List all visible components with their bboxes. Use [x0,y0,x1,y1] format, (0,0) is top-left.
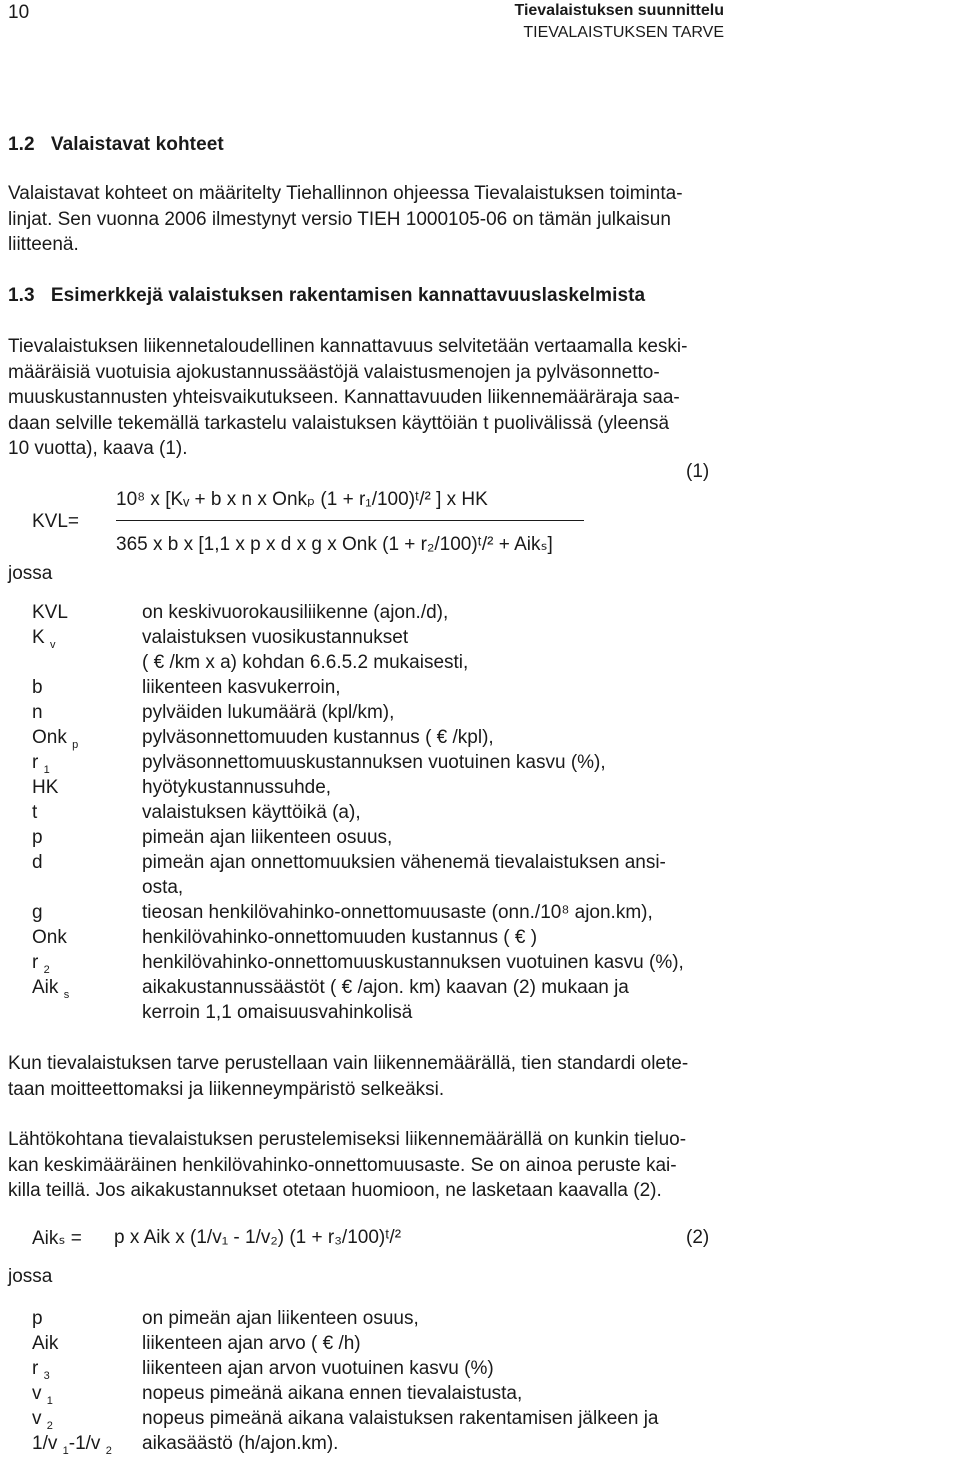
definition-row [8,1000,724,1025]
definition-indent [8,1000,32,1025]
definition-description: liikenteen kasvukerroin, [142,677,341,698]
definition-symbol [32,1331,142,1356]
definition-row [8,1406,724,1431]
symbol-base: KVL [32,602,68,623]
definition-description: nopeus pimeänä aikana ennen tievalaistusta, [142,1383,523,1404]
definition-row [8,725,724,750]
definition-description: nopeus pimeänä aikana valaistuksen rakentamisen jälkeen ja [142,1408,659,1429]
paragraph-accident-rate [8,1127,724,1204]
symbol-base: d [32,852,43,873]
formula-1-lhs: KVL= [32,511,80,532]
definition-indent [8,900,32,925]
definition-row [8,750,724,775]
running-header [514,0,724,44]
definition-row [8,925,724,950]
definition-row [8,1431,724,1456]
definition-indent [8,800,32,825]
running-header-subtitle: TIEVALAISTUKSEN TARVE [523,24,724,41]
definition-symbol [32,925,142,950]
paragraph-line: Valaistavat kohteet on määritelty Tiehallinnon ohjeessa Tievalaistuksen toiminta- [8,183,683,204]
definition-description: henkilövahinko-onnettomuuden kustannus ( € ) [142,927,538,948]
definition-description: aikakustannussäästöt ( € /ajon. km) kaavan (2) mukaan ja [142,977,629,998]
definition-symbol [32,825,142,850]
symbol-base: r [32,752,44,773]
definition-symbol [32,1406,142,1431]
paragraph-line: kan keskimääräinen henkilövahinko-onnettomuusaste. Se on ainoa peruste kai- [8,1154,677,1176]
paragraph-traffic-volume [8,1051,724,1102]
symbol-base: b [32,677,43,698]
formula-1-definitions [8,600,724,1025]
page-number: 10 [8,2,30,23]
definition-row [8,1331,724,1356]
definition-indent [8,875,32,900]
definition-indent [8,725,32,750]
definition-indent [8,1331,32,1356]
definition-row [8,800,724,825]
symbol-subscript: 1 [43,764,50,776]
formula-2-rhs: p x Aik x (1/v₁ - 1/v₂) (1 + r₃/100)ᵗ/² [114,1227,402,1248]
definition-row [8,1356,724,1381]
definition-row [8,1306,724,1331]
paragraph-line: Kun tievalaistuksen tarve perustellaan vain liikennemäärällä, tien standardi olete- [8,1053,689,1074]
definition-row [8,975,724,1000]
definition-row [8,825,724,850]
paragraph-line: killa teillä. Jos aikakustannukset otetaan huomioon, ne lasketaan kaavalla (2). [8,1180,662,1201]
definition-description: pylväsonnettomuuskustannuksen vuotuinen kasvu (%), [142,752,606,773]
symbol-subscript: 2 [43,964,50,976]
symbol-base: Onk [32,927,67,948]
symbol-base: r [32,952,44,973]
section-1-2-heading-text: 1.2 Valaistavat kohteet [8,134,224,155]
definition-symbol [32,950,142,975]
definition-row [8,600,724,625]
definition-indent [8,850,32,875]
definition-indent [8,925,32,950]
symbol-base: Onk [32,727,73,748]
formula-2-lhs: Aikₛ = [32,1228,82,1249]
symbol-base: -1/v [68,1433,106,1454]
formula-1-numerator: 10⁸ x [Kᵥ + b x n x Onkₚ (1 + r₁/100)ᵗ/² ] x HK [116,489,488,510]
section-1-3-heading [8,285,645,307]
definition-symbol [32,725,142,750]
definition-indent [8,1356,32,1381]
definition-indent [8,600,32,625]
definition-row [8,675,724,700]
formula-1-fraction-bar [116,520,584,521]
definition-symbol [32,1356,142,1381]
definition-symbol [32,975,142,1000]
symbol-base: v [32,1408,47,1429]
symbol-subscript: 1 [46,1395,53,1407]
definition-description: valaistuksen vuosikustannukset [142,627,409,648]
symbol-base: r [32,1358,44,1379]
paragraph-line: Lähtökohtana tievalaistuksen perustelemiseksi liikennemäärällä on kunkin tieluo- [8,1129,687,1150]
symbol-base: p [32,827,43,848]
definition-indent [8,650,32,675]
running-header-title: Tievalaistuksen suunnittelu [514,2,724,19]
formula-2-definitions [8,1306,724,1456]
definition-symbol [32,875,142,900]
definition-description: liikenteen ajan arvo ( € /h) [142,1333,361,1354]
definition-description: pimeän ajan liikenteen osuus, [142,827,393,848]
paragraph-line: 10 vuotta), kaava (1). [8,438,188,459]
definition-symbol [32,650,142,675]
symbol-base: Aik [32,977,64,998]
symbol-base: v [32,1383,47,1404]
definition-row [8,625,724,650]
symbol-base: p [32,1308,43,1329]
definition-row [8,650,724,675]
section-1-3-paragraph [8,334,724,462]
definition-symbol [32,900,142,925]
definition-symbol [32,800,142,825]
symbol-base: t [32,802,38,823]
definition-symbol [32,700,142,725]
definition-description: on keskivuorokausiliikenne (ajon./d), [142,602,449,623]
definition-symbol [32,1381,142,1406]
symbol-subscript: s [63,989,70,1001]
paragraph-line: Tievalaistuksen liikennetaloudellinen kannattavuus selvitetään vertaamalla keski- [8,336,688,357]
definition-indent [8,975,32,1000]
symbol-subscript: 1 [62,1445,69,1457]
definition-description: valaistuksen käyttöikä (a), [142,802,361,823]
definition-description: henkilövahinko-onnettomuuskustannuksen vuotuinen kasvu (%), [142,952,684,973]
symbol-subscript: p [72,739,79,751]
symbol-subscript: v [49,639,56,651]
definition-indent [8,950,32,975]
definition-row [8,775,724,800]
definition-symbol [32,625,142,650]
symbol-subscript: 2 [46,1420,53,1432]
section-1-3-heading-text: 1.3 Esimerkkejä valaistuksen rakentamisen kannattavuuslaskelmista [8,285,646,306]
definition-description: ( € /km x a) kohdan 6.6.5.2 mukaisesti, [142,652,469,673]
paragraph-line: liitteenä. [8,234,79,255]
definition-row [8,950,724,975]
symbol-base: g [32,902,43,923]
definition-indent [8,775,32,800]
definition-description: kerroin 1,1 omaisuusvahinkolisä [142,1002,413,1023]
definition-symbol [32,850,142,875]
definition-symbol [32,675,142,700]
paragraph-line: taan moitteettomaksi ja liikenneympäristö selkeäksi. [8,1078,445,1100]
definition-indent [8,1406,32,1431]
formula-1-where: jossa [8,563,53,584]
paragraph-line: muuskustannusten yhteisvaikutukseen. Kannattavuuden liikennemääräraja saa- [8,387,680,408]
definition-indent [8,1431,32,1456]
definition-symbol [32,1000,142,1025]
definition-description: liikenteen ajan arvon vuotuinen kasvu (%) [142,1358,494,1379]
definition-symbol [32,600,142,625]
definition-symbol [32,750,142,775]
definition-indent [8,1381,32,1406]
definition-indent [8,675,32,700]
definition-indent [8,625,32,650]
symbol-base: Aik [32,1333,59,1354]
section-1-2-paragraph [8,181,724,258]
paragraph-line: linjat. Sen vuonna 2006 ilmestynyt versio TIEH 1000105-06 on tämän julkaisun [8,208,671,230]
definition-row [8,900,724,925]
definition-description: aikasäästö (h/ajon.km). [142,1433,339,1454]
definition-description: hyötykustannussuhde, [142,777,332,798]
symbol-base: n [32,702,43,723]
definition-symbol [32,1306,142,1331]
section-1-2-heading [8,134,224,156]
definition-row [8,850,724,875]
formula-2-where: jossa [8,1266,53,1287]
definition-symbol [32,775,142,800]
paragraph-line: daan selville tekemällä tarkastelu valaistuksen käyttöiän t puolivälissä (yleensä [8,412,670,434]
definition-symbol [32,1431,142,1456]
definition-row [8,1381,724,1406]
formula-1-denominator: 365 x b x [1,1 x p x d x g x Onk (1 + r₂/100)ᵗ/² + Aikₛ] [116,534,553,555]
symbol-subscript: 2 [105,1445,112,1457]
formula-2-number: (2) [686,1227,710,1248]
definition-description: pylväsonnettomuuden kustannus ( € /kpl), [142,727,494,748]
definition-indent [8,825,32,850]
definition-row [8,700,724,725]
definition-description: osta, [142,877,184,898]
definition-description: pimeän ajan onnettomuuksien vähenemä tievalaistuksen ansi- [142,852,666,873]
definition-indent [8,750,32,775]
definition-description: tieosan henkilövahinko-onnettomuusaste (onn./10⁸ ajon.km), [142,902,653,923]
definition-indent [8,1306,32,1331]
symbol-base: K [32,627,50,648]
symbol-base: 1/v [32,1433,63,1454]
symbol-subscript: 3 [43,1370,50,1382]
definition-row [8,875,724,900]
paragraph-line: määräisiä vuotuisia ajokustannussäästöjä valaistusmenojen ja pylväsonnetto- [8,361,660,383]
definition-description: on pimeän ajan liikenteen osuus, [142,1308,419,1329]
formula-1-number: (1) [686,461,710,482]
definition-indent [8,700,32,725]
definition-description: pylväiden lukumäärä (kpl/km), [142,702,395,723]
symbol-base: HK [32,777,59,798]
